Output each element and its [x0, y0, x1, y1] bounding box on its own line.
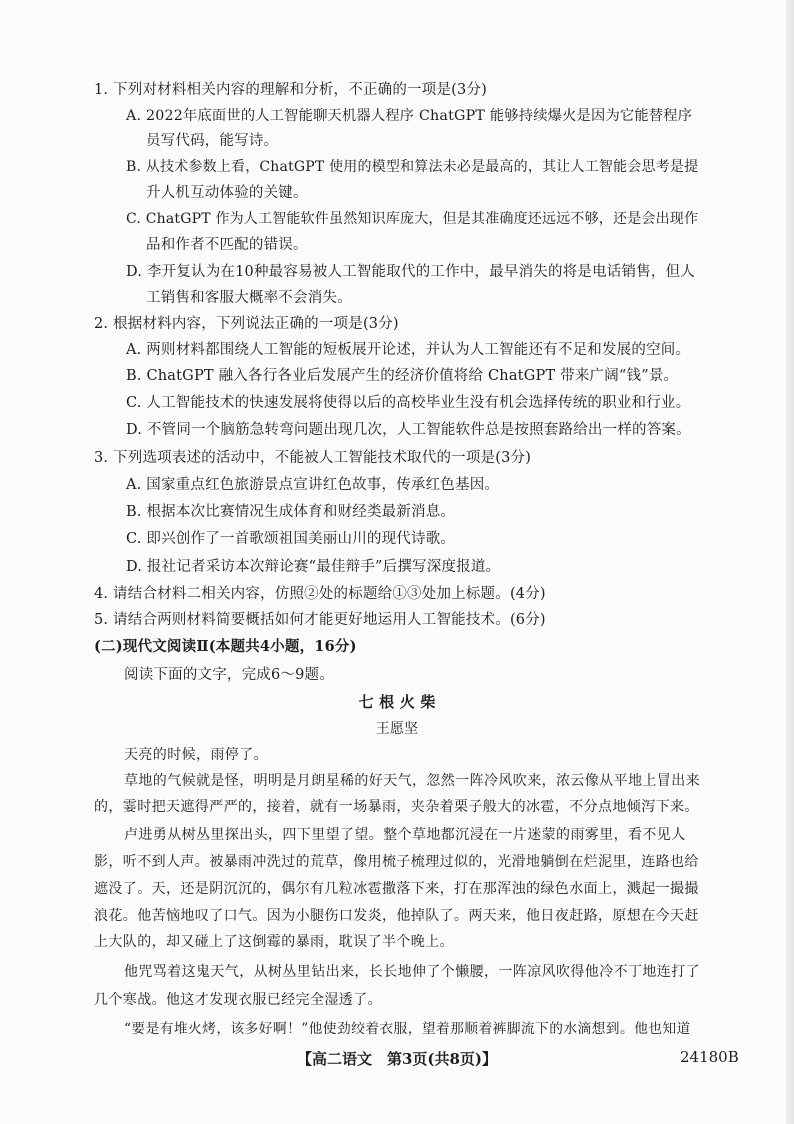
q1-option-b-line2: 升人机互动体验的关键。 — [146, 185, 308, 201]
section2-instruction: 阅读下面的文字，完成6～9题。 — [124, 667, 334, 683]
q1-option-d-line2: 工销售和客服大概率不会消失。 — [146, 290, 352, 306]
q1-option-a-line2: 员写代码，能写诗。 — [146, 133, 279, 149]
story-paragraph-3-line1: 卢进勇从树丛里探出头，四下里望了望。整个草地都沉浸在一片迷蒙的雨雾里，看不见人 — [124, 827, 686, 843]
paper-code: 24180B — [680, 1048, 739, 1066]
page-edge — [786, 0, 794, 1124]
section2-heading: (二)现代文阅读Ⅱ(本题共4小题，16分) — [94, 638, 357, 655]
q2-option-d: D. 不管同一个脑筋急转弯问题出现几次，人工智能软件总是按照套路给出一样的答案。 — [126, 422, 691, 438]
story-paragraph-3-line2: 影，听不到人声。被暴雨冲洗过的荒草，像用梳子梳理过似的，光滑地躺倒在烂泥里，连路也给 — [94, 854, 699, 870]
story-paragraph-5-line1: “要是有堆火烤，该多好啊！”他使劲绞着衣服，望着那顺着裤脚流下的水滴想到。他也知道 — [124, 1021, 691, 1037]
page-footer-label: 【高二语文 第3页(共8页)】 — [296, 1050, 498, 1068]
story-paragraph-3-line3: 遮没了。天，还是阴沉沉的，偶尔有几粒冰雹撒落下来，打在那浑浊的绿色水面上，溅起一撮撮 — [94, 881, 699, 897]
q1-stem: 1. 下列对材料相关内容的理解和分析，不正确的一项是(3分) — [94, 82, 487, 98]
story-paragraph-2-line2: 的，霎时把天遮得严严的，接着，就有一场暴雨，夹杂着栗子般大的冰雹，不分点地倾泻下来。 — [94, 799, 699, 815]
q1-option-a-line1: A. 2022年底面世的人工智能聊天机器人程序 ChatGPT 能够持续爆火是因为它能替程序 — [126, 108, 693, 124]
q3-option-c: C. 即兴创作了一首歌颂祖国美丽山川的现代诗歌。 — [126, 531, 456, 547]
q3-option-a: A. 国家重点红色旅游景点宣讲红色故事，传承红色基因。 — [126, 477, 500, 493]
q1-option-c-line1: C. ChatGPT 作为人工智能软件虽然知识库庞大，但是其准确度还远远不够，还是会出现作 — [126, 211, 699, 227]
story-title: 七 根 火 柴 — [358, 693, 436, 711]
q3-stem: 3. 下列选项表述的活动中，不能被人工智能技术取代的一项是(3分) — [94, 450, 532, 466]
q2-option-b: B. ChatGPT 融入各行各业后发展产生的经济价值将给 ChatGPT 带来广阔“钱”景。 — [126, 368, 679, 384]
story-paragraph-4-line2: 几个寒战。他这才发现衣服已经完全湿透了。 — [94, 992, 382, 1008]
q2-option-a: A. 两则材料都围绕人工智能的短板展开论述，并认为人工智能还有不足和发展的空间。 — [126, 342, 691, 358]
q5-stem: 5. 请结合两则材料简要概括如何才能更好地运用人工智能技术。(6分) — [94, 612, 546, 628]
story-paragraph-3-line5: 上大队的，却又碰上了这倒霉的暴雨，耽误了半个晚上。 — [94, 934, 454, 950]
q1-option-b-line1: B. 从技术参数上看，ChatGPT 使用的模型和算法未必是最高的，其让人工智能会思考是提 — [126, 159, 699, 175]
q4-stem: 4. 请结合材料二相关内容，仿照②处的标题给①③处加上标题。(4分) — [94, 586, 546, 602]
story-author: 王愿坚 — [375, 721, 419, 737]
q2-option-c: C. 人工智能技术的快速发展将使得以后的高校毕业生没有机会选择传统的职业和行业。 — [126, 395, 691, 411]
q3-option-d: D. 报社记者采访本次辩论赛“最佳辩手”后撰写深度报道。 — [126, 559, 501, 575]
q1-option-d-line1: D. 李开复认为在10种最容易被人工智能取代的工作中，最早消失的将是电话销售，但人 — [126, 264, 695, 280]
story-paragraph-1: 天亮的时候，雨停了。 — [124, 747, 268, 763]
story-paragraph-3-line4: 浪花。他苦恼地叹了口气。因为小腿伤口发炎，他掉队了。两天来，他日夜赶路，原想在今天赶 — [94, 908, 699, 924]
q2-stem: 2. 根据材料内容，下列说法正确的一项是(3分) — [94, 316, 399, 332]
story-paragraph-4-line1: 他咒骂着这鬼天气，从树丛里钻出来，长长地伸了个懒腰，一阵凉风吹得他冷不丁地连打了 — [124, 964, 700, 980]
story-paragraph-2-line1: 草地的气候就是怪，明明是月朗星稀的好天气，忽然一阵冷风吹来，浓云像从平地上冒出来 — [124, 773, 700, 789]
q1-option-c-line2: 品和作者不匹配的错误。 — [146, 237, 308, 253]
q3-option-b: B. 根据本次比赛情况生成体育和财经类最新消息。 — [126, 504, 456, 520]
